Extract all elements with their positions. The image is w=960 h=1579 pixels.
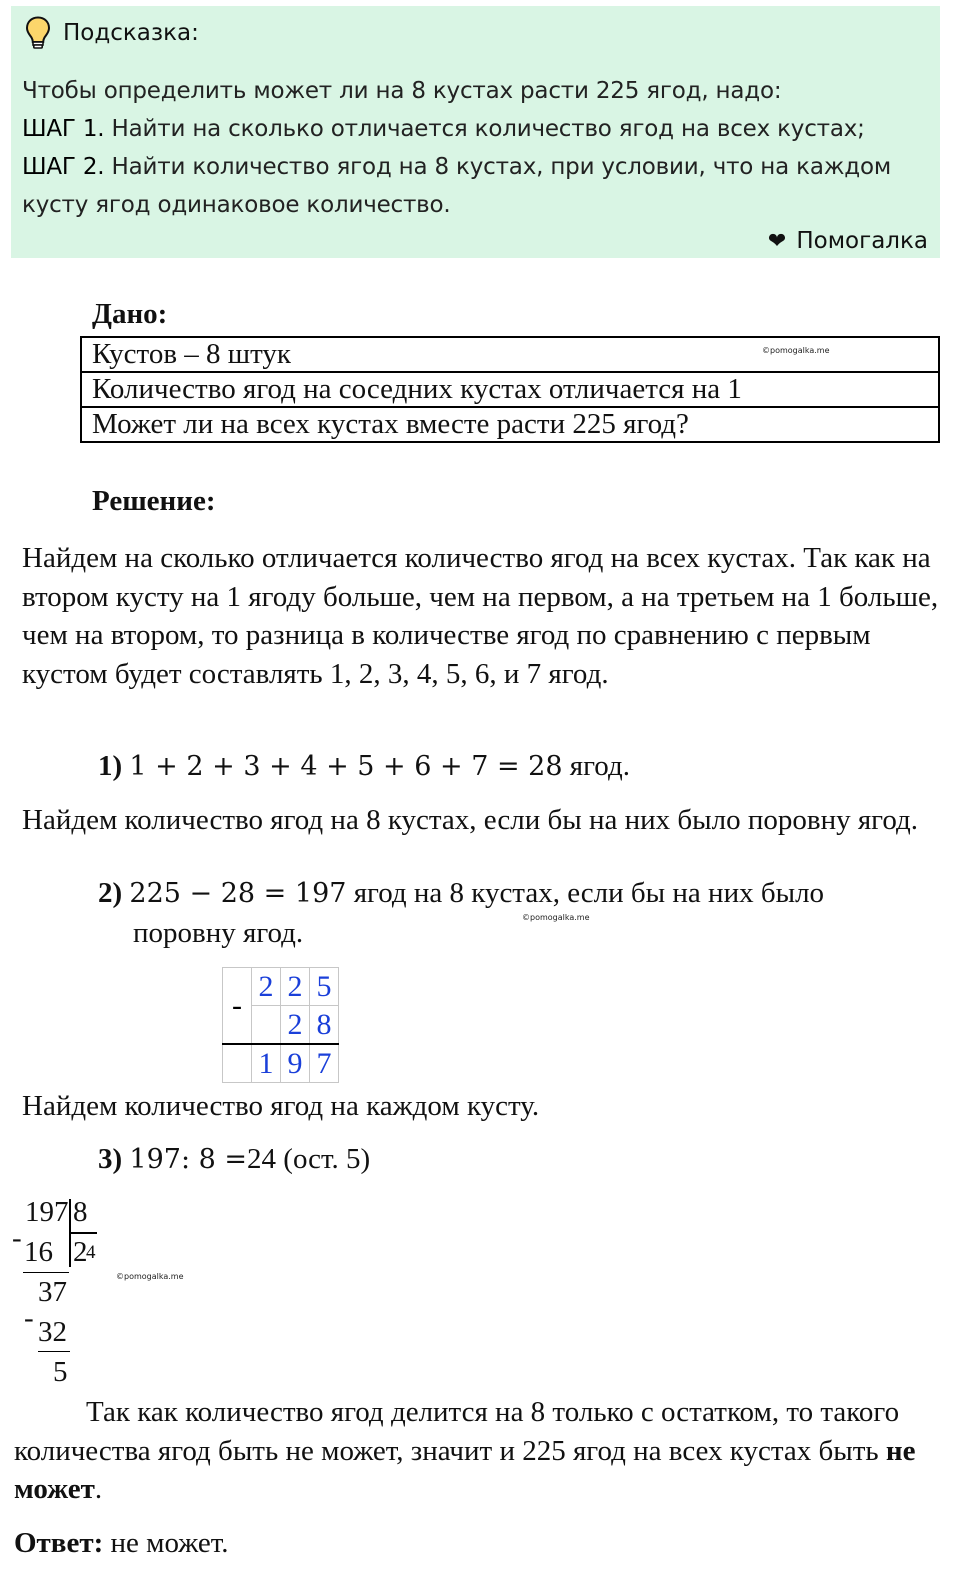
table-row: [223, 968, 339, 1006]
given-table: [80, 336, 940, 443]
table-row: [81, 337, 939, 372]
minus-sign: -: [24, 1302, 34, 1334]
solution-paragraph-3: Найдем количество ягод на каждом кусту.: [22, 1090, 540, 1122]
conclusion: [14, 1393, 934, 1509]
hint-box: [11, 6, 940, 258]
subtraction-table: [222, 967, 339, 1083]
step-1-number: 1): [98, 750, 123, 782]
hint-title: Подсказка:: [63, 20, 199, 46]
hint-step-2-text: Найти количество ягод на 8 кустах, при условии, что на каждом кусту ягод одинаковое количество.: [22, 154, 891, 218]
solution-paragraph-1: Найдем на сколько отличается количество ягод на всех кустах. Так как на втором кусту на 1 ягоду больше, чем на первом, а на третьем на 1 больше, чем на втором, то разница в количестве ягод по сравнению с первым кустом будет составлять 1, 2, 3, 4, 5, 6, и 7 ягод.: [22, 542, 939, 690]
step-3-result: 24 (ост. 5): [247, 1143, 371, 1175]
footer-brand: Помогалка: [796, 228, 928, 254]
watermark: ©pomogalka.me: [522, 913, 590, 922]
conclusion-emphasis: не может: [14, 1434, 916, 1505]
solution-heading: Решение:: [92, 485, 216, 517]
table-row: [223, 1044, 339, 1083]
quotient-digit-2: 4: [86, 1242, 96, 1263]
solution-paragraph-2: Найдем количество ягод на 8 кустах, если бы на них было поровну ягод.: [22, 804, 919, 836]
hint-step-1-text: Найти на сколько отличается количество ягод на всех кустах;: [104, 116, 865, 142]
subtrahend-1: 16: [24, 1236, 53, 1268]
answer-label: Ответ:: [14, 1527, 104, 1559]
digit-cell: 2: [281, 968, 310, 1006]
step-1-expression: 1 + 2 + 3 + 4 + 5 + 6 + 7 = 28: [129, 751, 563, 782]
quotient-line: [69, 1232, 97, 1234]
digit-cell: 9: [281, 1044, 310, 1083]
step-3: [98, 1139, 370, 1180]
given-row-3: Может ли на всех кустах вместе расти 225 ягод?: [81, 407, 939, 442]
hint-step-2-label: ШАГ 2.: [22, 154, 105, 180]
hint-line-1: Чтобы определить может ли на 8 кустах расти 225 ягод, надо:: [22, 78, 782, 104]
division-underline: [38, 1351, 70, 1352]
given-cell-1: Кустов – 8 штук: [92, 338, 291, 370]
answer: [14, 1524, 229, 1563]
watermark: ©pomogalka.me: [116, 1272, 184, 1281]
digit-cell: 5: [310, 968, 339, 1006]
partial-remainder: 37: [38, 1276, 67, 1308]
given-row-2: Количество ягод на соседних кустах отличается на 1: [81, 372, 939, 407]
digit-cell: 2: [252, 968, 281, 1006]
hint-body: [22, 72, 937, 224]
given-heading: Дано:: [92, 298, 168, 330]
hint-footer[interactable]: [768, 228, 928, 254]
quotient-digit-1: 2: [73, 1236, 88, 1268]
final-remainder: 5: [53, 1356, 68, 1388]
table-row: [81, 407, 939, 442]
step-2-number: 2): [98, 877, 123, 909]
hint-header: [25, 16, 199, 50]
conclusion-end: .: [94, 1473, 103, 1505]
hint-step-2: [22, 148, 937, 224]
hint-step-1-label: ШАГ 1.: [22, 116, 105, 142]
heart-icon: ❤: [767, 228, 787, 254]
divisor: 8: [73, 1196, 88, 1228]
digit-cell: 1: [252, 1044, 281, 1083]
division-underline: [23, 1272, 69, 1273]
answer-text: не может.: [103, 1527, 229, 1559]
digit-cell: 8: [310, 1006, 339, 1045]
conclusion-text: Так как количество ягод делится на 8 только с остатком, то такого количества ягод быть не может, значит и 225 ягод на всех кустах быть: [14, 1396, 900, 1467]
step-2-text: ягод на 8 кустах, если бы на них было: [346, 877, 825, 909]
step-2-continuation: поровну ягод.: [133, 917, 304, 949]
table-row: [81, 372, 939, 407]
subtrahend-2: 32: [38, 1316, 67, 1348]
watermark: ©pomogalka.me: [762, 346, 830, 355]
step-2: [98, 873, 824, 914]
given-row-1: [81, 337, 939, 372]
digit-cell: [223, 1044, 252, 1083]
lightbulb-icon: [25, 16, 51, 50]
minus-sign: -: [223, 968, 252, 1045]
hint-step-1: [22, 110, 937, 148]
step-2-expression: 225 − 28 = 197: [129, 878, 347, 909]
digit-cell: 7: [310, 1044, 339, 1083]
step-3-expression: 197: 8 =: [129, 1144, 248, 1175]
long-division: [12, 1196, 112, 1396]
dividend: 197: [25, 1196, 69, 1228]
step-1: [98, 746, 630, 787]
step-3-number: 3): [98, 1143, 123, 1175]
step-1-unit: ягод.: [562, 750, 630, 782]
minus-sign: -: [12, 1222, 22, 1254]
digit-cell: [252, 1006, 281, 1045]
digit-cell: 2: [281, 1006, 310, 1045]
